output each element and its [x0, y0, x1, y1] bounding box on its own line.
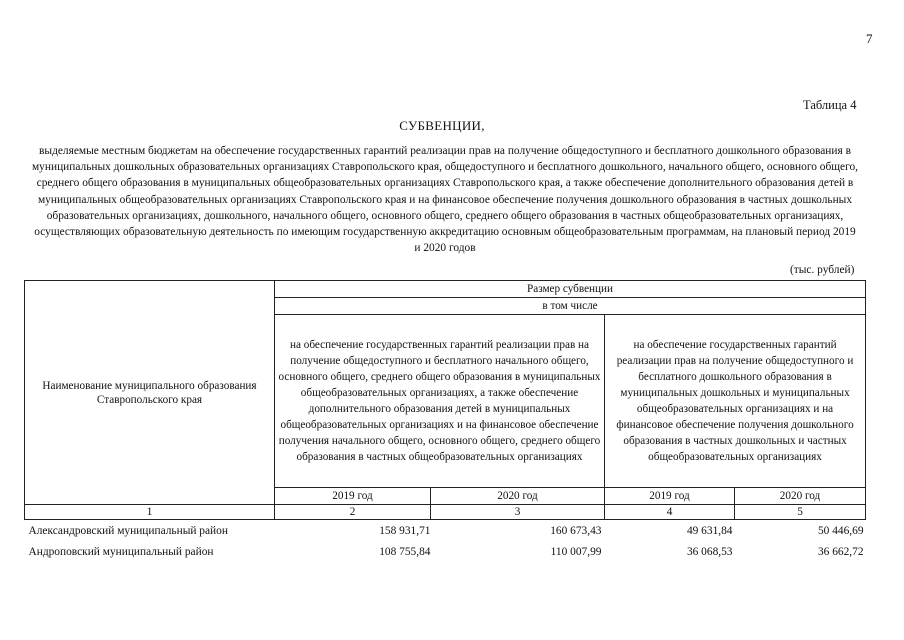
column-number: 4 [605, 505, 735, 520]
column-number: 1 [25, 505, 275, 520]
units-label: (тыс. рублей) [790, 264, 855, 276]
value-cell: 108 755,84 [379, 545, 431, 558]
page-number: 7 [866, 31, 873, 46]
column-number: 2 [275, 505, 431, 520]
document-title: СУБВЕНЦИИ, [399, 118, 485, 133]
value-cell: 36 662,72 [817, 545, 864, 558]
header-year: 2020 год [431, 488, 605, 505]
header-general-education: на обеспечение государственных гарантий реализации прав на получение общедоступного и бесплатного начального общего, основного общего, среднего общего образования в муниципальных общеобразовательных организациях, а также обеспечение дополнительного образования детей в муниципальных общеобразовательных организациях и на финансовое обеспечение получения начального общего, основного общего, среднего общего образования в частных общеобразовательных организациях [275, 315, 605, 488]
value-cell: 110 007,99 [550, 545, 602, 558]
header-preschool-education: на обеспечение государственных гарантий реализации прав на получение общедоступного и бесплатного дошкольного образования в муниципальных дошкольных и муниципальных общеобразовательных организациях и на финансовое обеспечение получения дошкольного образования в частных дошкольных и частных общеобразовательных организациях [605, 315, 866, 488]
header-year: 2019 год [605, 488, 735, 505]
table-row [25, 541, 866, 562]
header-subvention-size: Размер субвенции [275, 281, 866, 298]
table-label: Таблица 4 [803, 98, 857, 112]
value-cell: 36 068,53 [686, 545, 733, 558]
header-year: 2019 год [275, 488, 431, 505]
header-including: в том числе [275, 298, 866, 315]
value-cell: 49 631,84 [686, 524, 733, 537]
value-cell: 160 673,43 [550, 524, 602, 537]
subventions-table [24, 280, 866, 562]
table-row [25, 520, 866, 542]
document-subtitle: выделяемые местным бюджетам на обеспечение государственных гарантий реализации прав на получение общедоступного и бесплатного дошкольного образования в муниципальных дошкольных образовательных организациях Ставропольского края, общедоступного и бесплатного дошкольного, начального общего, основного общего, среднего общего образования в муниципальных общеобразовательных организациях Ставропольского края, а также обеспечение дополнительного образования детей в муниципальных общеобразовательных организациях Ставропольского края и на финансовое обеспечение получения дошкольного образования в частных дошкольных образовательных организациях, дошкольного, начального общего, основного общего, среднего общего образования в частных общеобразовательных организациях, осуществляющих образовательную деятельность по имеющим государственную аккредитацию основным общеобразовательным программам, на плановый период 2019 и 2020 годов [31, 145, 859, 255]
value-cell: 50 446,69 [817, 524, 864, 537]
value-cell: 158 931,71 [379, 524, 431, 537]
column-number: 5 [735, 505, 866, 520]
column-number: 3 [431, 505, 605, 520]
municipality-name: Александровский муниципальный район [28, 524, 228, 537]
header-municipality-name: Наименование муниципального образования Ставропольского края [25, 281, 275, 505]
municipality-name: Андроповский муниципальный район [28, 545, 214, 558]
header-year: 2020 год [735, 488, 866, 505]
